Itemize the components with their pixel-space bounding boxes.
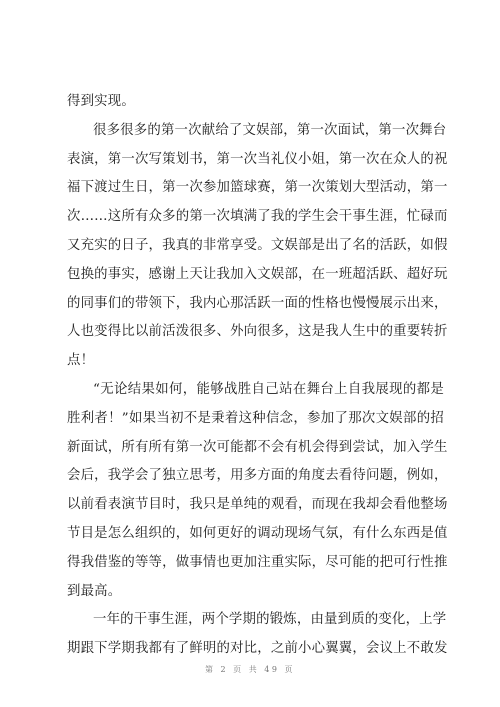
text-line: 得我借鉴的等等，做事情也更加注重实际，尽可能的把可行性推 [67, 554, 448, 570]
text-line: 的同事们的带领下，我内心那活跃一面的性格也慢慢展示出来， [67, 295, 448, 311]
text-line: 很多很多的第一次献给了文娱部，第一次面试，第一次舞台 [93, 122, 447, 138]
text-line: 点！ [67, 353, 95, 369]
text-line: 到最高。 [67, 583, 122, 599]
text-line: 以前看表演节目时，我只是单纯的观看，而现在我却会看他整场 [67, 497, 448, 513]
text-line: 期跟下学期我都有了鲜明的对比，之前小心翼翼，会议上不敢发 [67, 641, 448, 657]
document-body [67, 88, 448, 664]
text-line: 得到实现。 [67, 94, 135, 109]
text-line: 一年的干事生涯，两个学期的锻炼，由量到质的变化，上学 [93, 612, 447, 628]
text-line: 包换的事实，感谢上天让我加入文娱部，在一班超活跃、超好玩 [67, 266, 448, 282]
page-number-footer: 第 2 页 共 49 页 [205, 665, 295, 674]
text-line: 福下渡过生日，第一次参加篮球赛，第一次策划大型活动，第一 [67, 180, 448, 196]
text-line: 次……这所有众多的第一次填满了我的学生会干事生涯，忙碌而 [67, 209, 448, 225]
text-line: 新面试，所有所有第一次可能都不会有机会得到尝试，加入学生 [67, 439, 448, 455]
text-line: 又充实的日子，我真的非常享受。文娱部是出了名的活跃，如假 [67, 237, 448, 253]
text-line: 人也变得比以前活泼很多、外向很多，这是我人生中的重要转折 [67, 324, 448, 340]
text-line: 胜利者！”如果当初不是秉着这种信念，参加了那次文娱部的招 [67, 410, 444, 426]
text-line: 节目是怎么组织的，如何更好的调动现场气氛，有什么东西是值 [67, 525, 448, 541]
text-line: “无论结果如何，能够战胜自己站在舞台上自我展现的都是 [93, 381, 444, 397]
text-line: 会后，我学会了独立思考，用多方面的角度去看待问题，例如， [67, 468, 448, 484]
text-line: 表演，第一次写策划书，第一次当礼仪小姐，第一次在众人的祝 [67, 151, 448, 167]
